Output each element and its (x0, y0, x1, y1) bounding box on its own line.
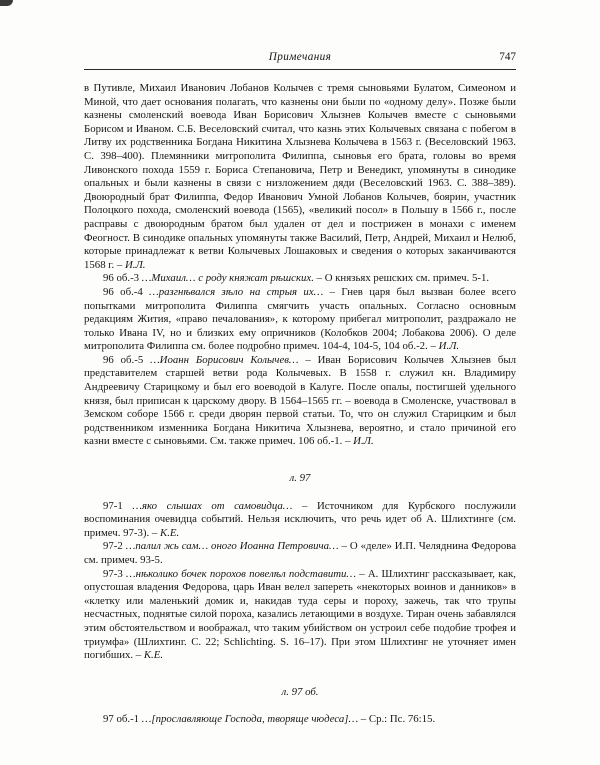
note-97-3 (84, 568, 516, 663)
note-initials: И.Л. (438, 340, 460, 353)
running-head (84, 50, 516, 64)
note-97ob-1 (84, 713, 516, 727)
note-initials: К.Е. (160, 526, 180, 539)
note-lemma: …яко слышах от самовидца… (132, 499, 293, 512)
note-body: в Путивле, Михаил Иванович Лобанов Колычев с тремя сыновьями Булатом, Симеоном и Миной, что дает основания полагать, что казнены они были по «одному делу». Позже были казнены смоленский воевода Иван Борисович Хлызнев Колычев вместе с сыновьями Борисом и Иваном. С.Б. Веселовский считал, что казнь этих Колычевых связана с побегом в Литву их родственника Богдана Никитина Хлызнева Колычева в 1563 г. (Веселовский 1963. С. 398–400). Племянники митрополита Филиппа, сыновья его брата, головы во время Ливонского похода 1559 г. Бориса Степановича, Петр и Венедикт, упомянуты в синодике опальных и были казнены в связи с низложением дяди (Веселовский 1963. С. 388–389). Двоюродный брат Филиппа, Федор Иванович Умной Лобанов Колычев, боярин, участник Полоцкого похода, смоленский воевода (1565), «великий посол» в Польшу в 1566 г., после расправы с двоюродным братом был удален от дел и пострижен в монахи с именем Феогност. В синодике опальных упомянуты также Василий, Петр, Андрей, Михаил и Нелюб, которые принадлежат к ветви Колычевых Лошаковых и сведения о которых заканчиваются 1568 г. – (84, 82, 516, 271)
note-body: – О князьях решских см. примеч. 5-1. (313, 272, 490, 285)
note-number: 96 об.-5 (103, 353, 151, 366)
notes-text (84, 82, 516, 727)
note-96ob-3 (84, 272, 516, 286)
note-number: 96 об.-4 (103, 285, 150, 298)
page-number: 747 (499, 51, 516, 63)
note-body: – А. Шлихтинг рассказывает, как, опустошая владения Федорова, царь Иван велел запереть «некоторых воинов и данников» в «клетку или маленький домик и, накидав туда серы и пороху, зажечь, так что трупы несчастных, поднятые силой пороха, казались летающими в воздухе. Тиран очень забавлялся этим обстоятельством и воображал, что таким убийством он устроил себе подобие трофея и триумфа» (Шлихтинг. С. 22; Schlichting. S. 16–17). При этом Шлихтинг не уточняет имен погибших. – (84, 567, 516, 662)
note-body: – Ср.: Пс. 76:15. (358, 713, 436, 726)
note-number: 97-1 (103, 499, 133, 512)
note-body: – Гнев царя был вызван более всего попытками митрополита Филиппа смягчить участь опальных. Согласно основным редакциям Жития, «право печалования», к которому прибегал митрополит, раздражало не только Ивана IV, но и близких ему опричников (Колобков 2004; Лобакова 2006). О деле митрополита Филиппа см. более подробно примеч. 104-4, 104-5, 104 об.-2. – (84, 285, 516, 353)
note-lemma: …нѣколико бочек порохов повелѣл подставити… (126, 567, 357, 580)
note-initials: И.Л. (353, 435, 374, 448)
note-lemma: …разгнѣвался зѣло на стрыя их… (149, 285, 324, 298)
note-96ob-4 (84, 286, 516, 354)
folio-heading-97ob: л. 97 об. (281, 685, 319, 698)
running-head-title: Примечания (268, 51, 332, 63)
header-rule (84, 69, 516, 70)
note-lemma: …палил жь сам… оного Иоанна Петровича… (125, 540, 339, 553)
note-lemma: …Иоанн Борисович Колычев… (150, 353, 299, 366)
note-96ob-5 (84, 354, 516, 449)
note-97-2 (84, 540, 516, 567)
note-initials: К.Е. (143, 649, 164, 662)
note-body: – О «деле» И.П. Челяднина Федорова см. примеч. 93-5. (84, 540, 517, 566)
note-lemma: …Михаил… с роду княжат рѣшских. (141, 272, 314, 285)
note-number: 97-3 (103, 567, 126, 580)
note-number: 97 об.-1 (103, 713, 142, 726)
scan-artifact (0, 0, 13, 6)
note-body: – Иван Борисович Колычев Хлызнев был представителем старшей ветви рода Колычевых. В 1558 г. служил кн. Владимиру Андреевичу Старицкому и был его воеводой в Калуге. После опалы, постигшей удельного князя, был приписан к царскому двору. В 1564–1565 гг. – воевода в Смоленске, участвовал в Земском соборе 1566 г. среди дворян первой статьи. То, что он служил Старицким и был родственником изменника Богдана Никитича Хлызнева, вероятно, и стало причиной его казни вместе с сыновьями. См. также примеч. 106 об.-1. – (84, 353, 517, 448)
folio-heading-97: л. 97 (289, 472, 311, 485)
note-paragraph-continuation (84, 82, 516, 272)
note-97-1 (84, 500, 516, 541)
note-lemma: …[прославляюще Господа, творяще чюдеса]… (141, 713, 359, 726)
note-number: 97-2 (103, 540, 126, 553)
note-number: 96 об.-3 (103, 272, 142, 285)
note-body: – Источником для Курбского послужили воспоминания очевидца событий. Нельзя исключить, что речь идет об А. Шлихтинге (см. примеч. 97-3). – (84, 499, 516, 539)
note-initials: И.Л. (125, 258, 146, 271)
